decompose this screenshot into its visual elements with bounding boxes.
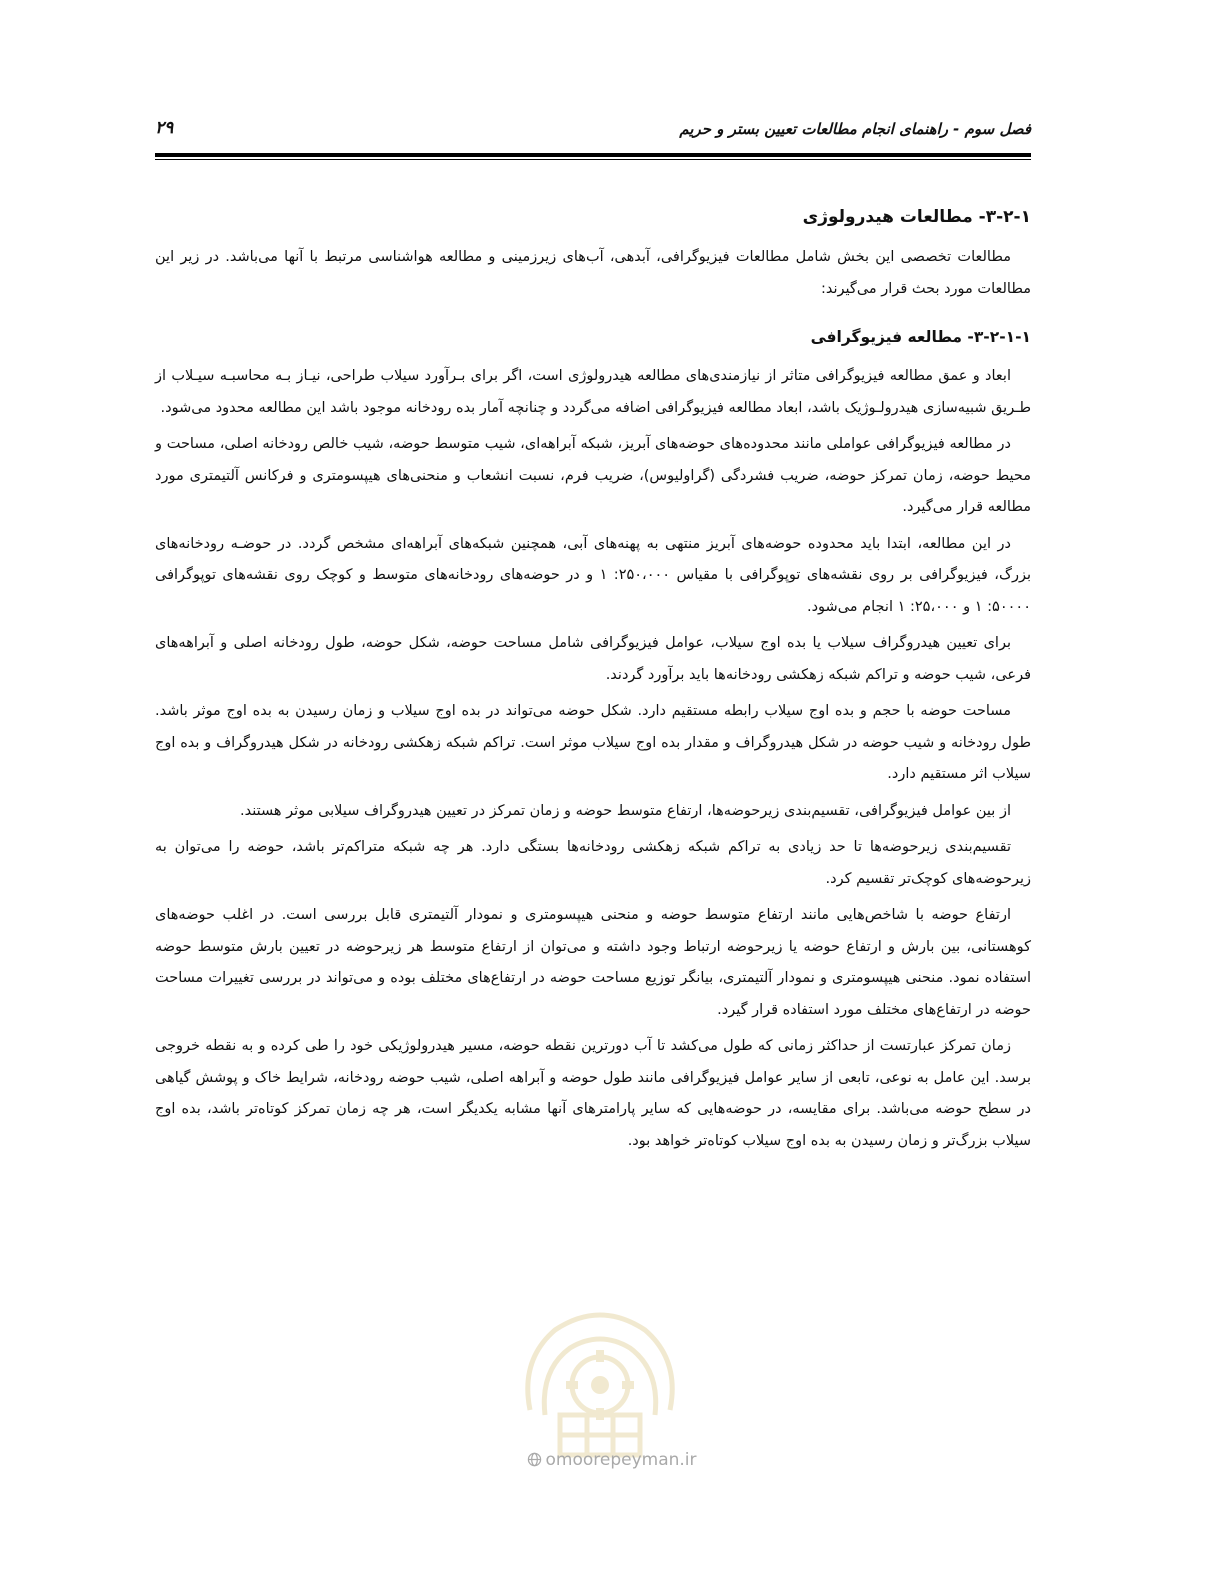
- paragraph: برای تعیین هیدروگراف سیلاب یا بده اوج سیلاب، عوامل فیزیوگرافی شامل مساحت حوضه، شکل حوضه، طول رودخانه اصلی و آبراهه‌های فرعی، شیب حوضه و تراکم شبکه زهکشی رودخانه‌ها باید برآورد گردند.: [155, 635, 1031, 683]
- seal-watermark-icon: [500, 1290, 700, 1470]
- paragraph: مساحت حوضه با حجم و بده اوج سیلاب رابطه مستقیم دارد. شکل حوضه می‌تواند در بده اوج سیلاب و زمان رسیدن به بده اوج موثر باشد. طول رودخانه و شیب حوضه در شکل هیدروگراف و مقدار بده اوج سیلاب موثر است. تراکم شبکه زهکشی رودخانه در شکل هیدروگراف و بده اوج سیلاب اثر مستقیم دارد.: [155, 703, 1031, 782]
- running-title: فصل سوم - راهنمای انجام مطالعات تعیین بستر و حریم: [679, 120, 1031, 138]
- paragraph: در مطالعه فیزیوگرافی عواملی مانند محدوده‌های حوضه‌های آبریز، شبکه آبراهه‌ای، شیب متوسط حوضه، شیب خالص رودخانه اصلی، مساحت و محیط حوضه، زمان تمرکز حوضه، ضریب فشردگی (گراولیوس)، ضریب فرم، نسبت انشعاب و منحنی‌های هیپسومتری و فرکانس آلتیمتری مورد مطالعه قرار می‌گیرد.: [155, 436, 1031, 515]
- page-content: [155, 200, 1031, 1162]
- paragraph: از بین عوامل فیزیوگرافی، تقسیم‌بندی زیرحوضه‌ها، ارتفاع متوسط حوضه و زمان تمرکز در تعیین هیدروگراف سیلابی موثر هستند.: [240, 802, 1011, 819]
- header-rule-thick: [155, 153, 1031, 157]
- paragraph: ابعاد و عمق مطالعه فیزیوگرافی متاثر از نیازمندی‌های مطالعه هیدرولوژی است، اگر برای بـرآورد سیلاب طراحی، نیـاز بـه محاسبـه سیـلاب از طـریق شبیه‌سازی هیدرولـوژیک باشد، ابعاد مطالعه فیزیوگرافی اضافه می‌گردد و چنانچه آمار بده رودخانه موجود باشد این مطالعه محدود می‌شود.: [155, 368, 1031, 416]
- globe-icon: [527, 1452, 542, 1467]
- subsection-heading: ۳-۲-۱-۱- مطالعه فیزیوگرافی: [810, 328, 1031, 346]
- paragraph: ارتفاع حوضه با شاخص‌هایی مانند ارتفاع متوسط حوضه و منحنی هیپسومتری و نمودار آلتیمتری قابل بررسی است. در اغلب حوضه‌های کوهستانی، بین بارش و ارتفاع حوضه یا زیرحوضه ارتباط وجود داشته و می‌توان از ارتفاع متوسط هر زیرحوضه در تعیین بارش متوسط حوضه استفاده نمود. منحنی هیپسومتری و نمودار آلتیمتری، بیانگر توزیع مساحت حوضه در ارتفاع‌های مختلف بوده و می‌تواند در بررسی تغییرات مساحت حوضه در ارتفاع‌های مختلف مورد استفاده قرار گیرد.: [155, 907, 1031, 1018]
- paragraph: زمان تمرکز عبارتست از حداکثر زمانی که طول می‌کشد تا آب دورترین نقطه حوضه، مسیر هیدرولوژیکی خود را طی کرده و به نقطه خروجی برسد. این عامل به نوعی، تابعی از سایر عوامل فیزیوگرافی مانند طول حوضه و آبراهه اصلی، شیب حوضه رودخانه، شرایط خاک و پوشش گیاهی در سطح حوضه می‌باشد. برای مقایسه، در حوضه‌هایی که سایر پارامترهای آنها مشابه یکدیگر است، هر چه زمان تمرکز کوتاه‌تر باشد، بده اوج سیلاب بزرگ‌تر و زمان رسیدن به بده اوج سیلاب کوتاه‌تر خواهد بود.: [155, 1038, 1031, 1149]
- header-rule-thin: [155, 159, 1031, 160]
- section-intro: مطالعات تخصصی این بخش شامل مطالعات فیزیوگرافی، آبدهی، آب‌های زیرزمینی و مطالعه هواشناسی مرتبط با آنها می‌باشد. در زیر این مطالعات مورد بحث قرار می‌گیرند:: [155, 249, 1031, 297]
- watermark-site: [0, 1450, 1224, 1470]
- paragraph: تقسیم‌بندی زیرحوضه‌ها تا حد زیادی به تراکم شبکه زهکشی رودخانه‌ها بستگی دارد. هر چه شبکه متراکم‌تر باشد، حوضه را می‌توان به زیرحوضه‌های کوچک‌تر تقسیم کرد.: [155, 839, 1031, 887]
- section-heading: ۳-۲-۱- مطالعات هیدرولوژی: [802, 207, 1031, 227]
- paragraph: در این مطالعه، ابتدا باید محدوده حوضه‌های آبریز منتهی به پهنه‌های آبی، همچنین شبکه‌های آبراهه‌ای مشخص گردد. در حوضـه رودخانه‌های بزرگ، فیزیوگرافی بر روی نقشه‌های توپوگرافی با مقیاس ۲۵۰،۰۰۰: ۱ و در حوضه‌های رودخانه‌های متوسط و کوچک روی نقشه‌های توپوگرافی ۵۰۰۰۰: ۱ و ۲۵،۰۰۰: ۱ انجام می‌شود.: [155, 535, 1031, 615]
- page-number: ۲۹: [155, 118, 174, 138]
- watermark-site-text: omoorepeyman.ir: [545, 1450, 697, 1470]
- page-header: [155, 118, 1031, 148]
